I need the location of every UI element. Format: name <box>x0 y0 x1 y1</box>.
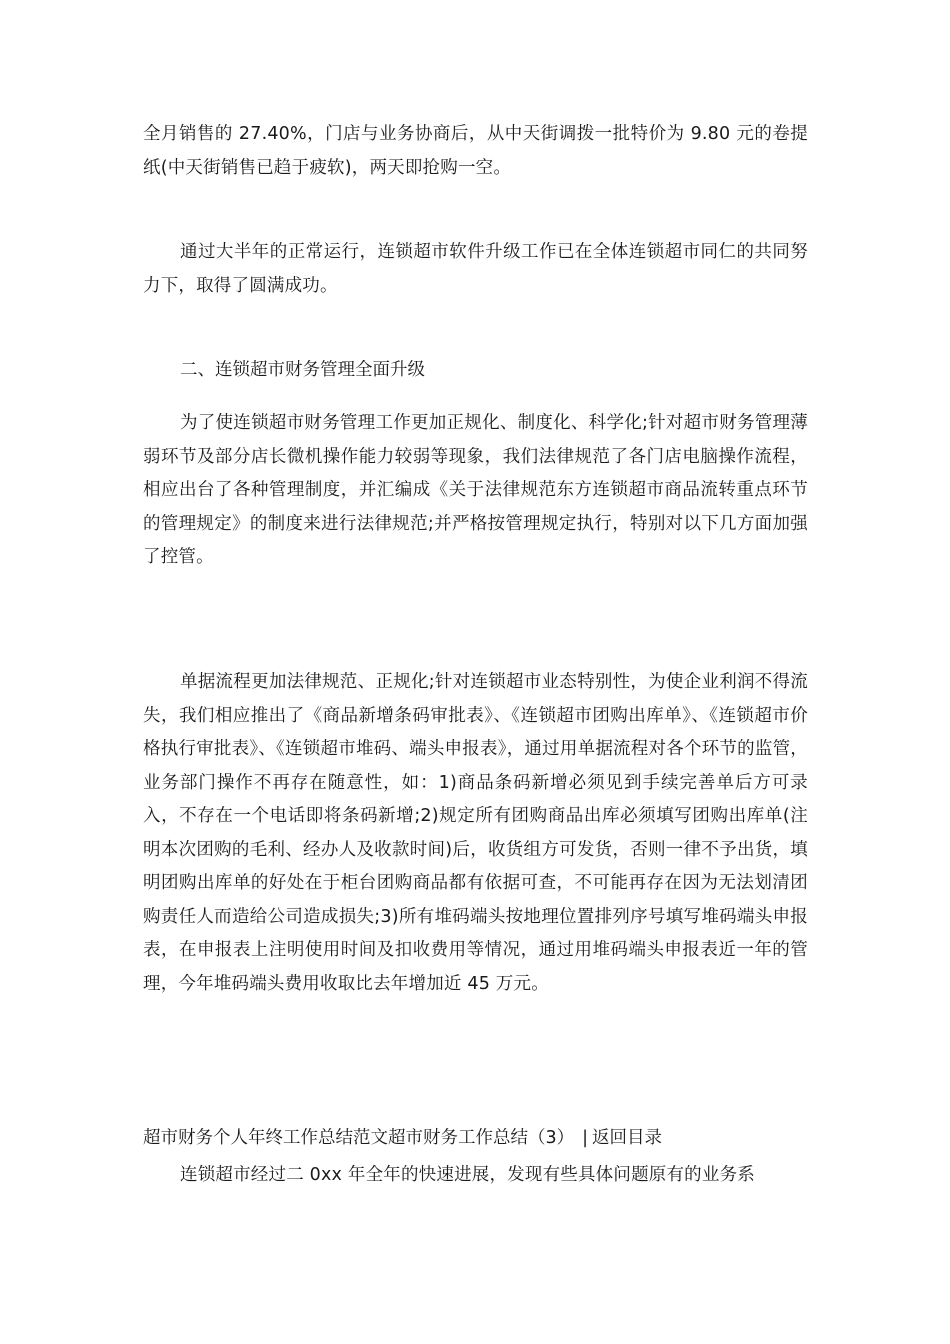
section-heading-finance-upgrade: 二、连锁超市财务管理全面升级 <box>180 360 425 380</box>
toc-separator: | <box>582 1128 589 1148</box>
toc-line <box>143 1124 662 1152</box>
back-to-toc-link[interactable]: 返回目录 <box>592 1128 663 1148</box>
paragraph-finance-management: 为了使连锁超市财务管理工作更加正规化、制度化、科学化;针对超市财务管理薄弱环节及部分店长微机操作能力较弱等现象，我们法律规范了各门店电脑操作流程，相应出台了各种管理制度，并汇编成《关于法律规范东方连锁超市商品流转重点环节的管理规定》的制度来进行法律规范;并严格按管理规定执行，特别对以下几方面加强了控管。 <box>143 413 808 567</box>
paragraph-sales-transfer: 全月销售的 27.40%，门店与业务协商后，从中天街调拨一批特价为 9.80 元的卷提纸(中天街销售已趋于疲软)，两天即抢购一空。 <box>143 124 808 178</box>
paragraph-document-flow: 单据流程更加法律规范、正规化;针对连锁超市业态特别性，为使企业利润不得流失，我们相应推出了《商品新增条码审批表》、《连锁超市团购出库单》、《连锁超市价格执行审批表》、《连锁超市堆码、端头申报表》，通过用单据流程对各个环节的监管，业务部门操作不再存在随意性，如：1)商品条码新增必须见到手续完善单后方可录入，不存在一个电话即将条码新增;2)规定所有团购商品出库必须填写团购出库单(注明本次团购的毛利、经办人及收款时间)后，收货组方可发货，否则一律不予出货，填明团购出库单的好处在于柜台团购商品都有依据可查，不可能再存在因为无法划清团购责任人而造给公司造成损失;3)所有堆码端头按地理位置排列序号填写堆码端头申报表，在申报表上注明使用时间及扣收费用等情况，通过用堆码端头申报表近一年的管理，今年堆码端头费用收取比去年增加近 45 万元。 <box>143 672 808 994</box>
paragraph-system-review: 连锁超市经过二 0xx 年全年的快速进展，发现有些具体问题原有的业务系 <box>180 1165 755 1185</box>
paragraph-software-upgrade: 通过大半年的正常运行，连锁超市软件升级工作已在全体连锁超市同仁的共同努力下，取得了圆满成功。 <box>143 242 808 296</box>
article-title: 超市财务个人年终工作总结范文超市财务工作总结（3） <box>143 1128 575 1148</box>
